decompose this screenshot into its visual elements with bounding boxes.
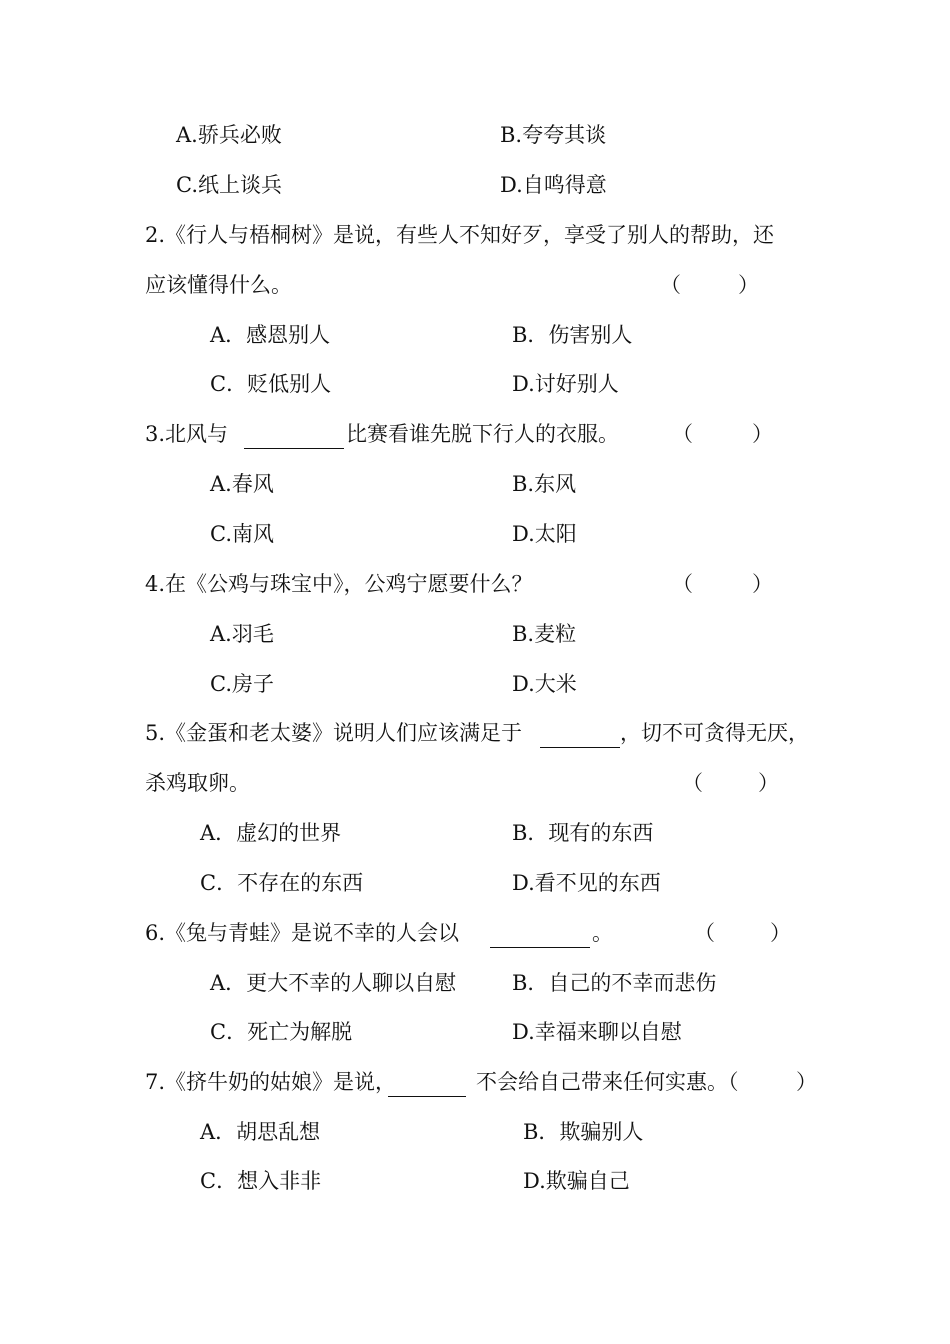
q3-option-c: C.南风 [210, 522, 274, 546]
q5-stem-line-2 [0, 765, 950, 801]
q6-answer-paren-close: ） [770, 921, 791, 945]
q7-options-row-2 [0, 1163, 950, 1199]
q5-option-c: C．不存在的东西 [200, 871, 364, 895]
q4-stem-line [0, 566, 950, 602]
q5-options-row-1 [0, 815, 950, 851]
q4-stem-text: 4.在《公鸡与珠宝中》，公鸡宁愿要什么？ [145, 572, 533, 596]
q2-option-b: B．伤害别人 [512, 323, 633, 347]
q2-option-c: C．贬低别人 [210, 372, 332, 396]
q1-option-d: D.自鸣得意 [500, 173, 607, 197]
q1-option-c: C.纸上谈兵 [176, 173, 282, 197]
q3-answer-paren-close: ） [752, 422, 773, 446]
q5-stem-after: ，切不可贪得无厌， [620, 721, 809, 745]
q3-answer-blank[interactable] [244, 416, 344, 449]
q6-stem-after: 。 [592, 921, 613, 945]
q4-answer-paren-close: ） [752, 572, 773, 596]
q7-answer-paren-close: ） [796, 1070, 817, 1094]
q7-option-d: D.欺骗自己 [523, 1169, 630, 1193]
q3-option-d: D.太阳 [512, 522, 577, 546]
q2-stem-text-1: 2.《行人与梧桐树》是说，有些人不知好歹，享受了别人的帮助，还 [145, 223, 775, 247]
q3-stem-before: 3.北风与 [145, 422, 229, 446]
q2-stem-line-2 [0, 267, 950, 303]
q4-option-d: D.大米 [512, 672, 577, 696]
q2-stem-text-2: 应该懂得什么。 [145, 273, 292, 297]
q2-answer-paren-close: ） [738, 273, 759, 297]
q6-options-row-1 [0, 965, 950, 1001]
q5-answer-paren-open: （ [682, 771, 703, 795]
q4-options-row-2 [0, 666, 950, 702]
q2-options-row-2 [0, 366, 950, 402]
q7-stem-line [0, 1064, 950, 1100]
q4-option-a: A.羽毛 [210, 622, 274, 646]
q5-stem-text-2: 杀鸡取卵。 [145, 771, 250, 795]
q6-option-c: C．死亡为解脱 [210, 1020, 353, 1044]
q7-option-b: B．欺骗别人 [523, 1120, 644, 1144]
q7-option-c: C．想入非非 [200, 1169, 322, 1193]
q4-options-row-1 [0, 616, 950, 652]
q5-stem-before: 5.《金蛋和老太婆》说明人们应该满足于 [145, 721, 523, 745]
q6-answer-paren-open: （ [694, 921, 715, 945]
q4-option-b: B.麦粒 [512, 622, 577, 646]
q6-option-a: A．更大不幸的人聊以自慰 [210, 971, 457, 995]
q5-stem-line-1 [0, 715, 950, 751]
q1-option-a: A.骄兵必败 [176, 123, 282, 147]
q7-option-a: A．胡思乱想 [200, 1120, 321, 1144]
q6-options-row-2 [0, 1014, 950, 1050]
q3-option-a: A.春风 [210, 472, 274, 496]
q7-options-row-1 [0, 1114, 950, 1150]
q5-answer-paren-close: ） [758, 771, 779, 795]
q2-answer-paren-open: （ [660, 273, 681, 297]
q5-option-d: D.看不见的东西 [512, 871, 661, 895]
q3-answer-paren-open: （ [672, 422, 693, 446]
q2-stem-line-1 [0, 217, 950, 253]
q6-option-b: B．自己的不幸而悲伤 [512, 971, 717, 995]
q5-answer-blank[interactable] [540, 715, 620, 748]
q1-options-row-2 [0, 167, 950, 203]
q2-options-row-1 [0, 317, 950, 353]
q7-answer-blank[interactable] [388, 1064, 466, 1097]
q6-stem-line [0, 915, 950, 951]
q5-option-b: B．现有的东西 [512, 821, 654, 845]
q4-answer-paren-open: （ [672, 572, 693, 596]
q6-stem-before: 6.《兔与青蛙》是说不幸的人会以 [145, 921, 460, 945]
q3-options-row-2 [0, 516, 950, 552]
q5-option-a: A．虚幻的世界 [200, 821, 342, 845]
q3-option-b: B.东风 [512, 472, 577, 496]
q3-stem-line [0, 416, 950, 452]
q3-options-row-1 [0, 466, 950, 502]
q2-option-d: D.讨好别人 [512, 372, 619, 396]
q1-options-row-1 [0, 117, 950, 153]
q7-stem-after: 不会给自己带来任何实惠。（ [476, 1070, 739, 1094]
q6-option-d: D.幸福来聊以自慰 [512, 1020, 682, 1044]
q4-option-c: C.房子 [210, 672, 274, 696]
q6-answer-blank[interactable] [490, 915, 590, 948]
q2-option-a: A．感恩别人 [210, 323, 331, 347]
q1-option-b: B.夸夸其谈 [500, 123, 607, 147]
q3-stem-after: 比赛看谁先脱下行人的衣服。 [346, 422, 619, 446]
q7-stem-before: 7.《挤牛奶的姑娘》是说， [145, 1070, 397, 1094]
q5-options-row-2 [0, 865, 950, 901]
